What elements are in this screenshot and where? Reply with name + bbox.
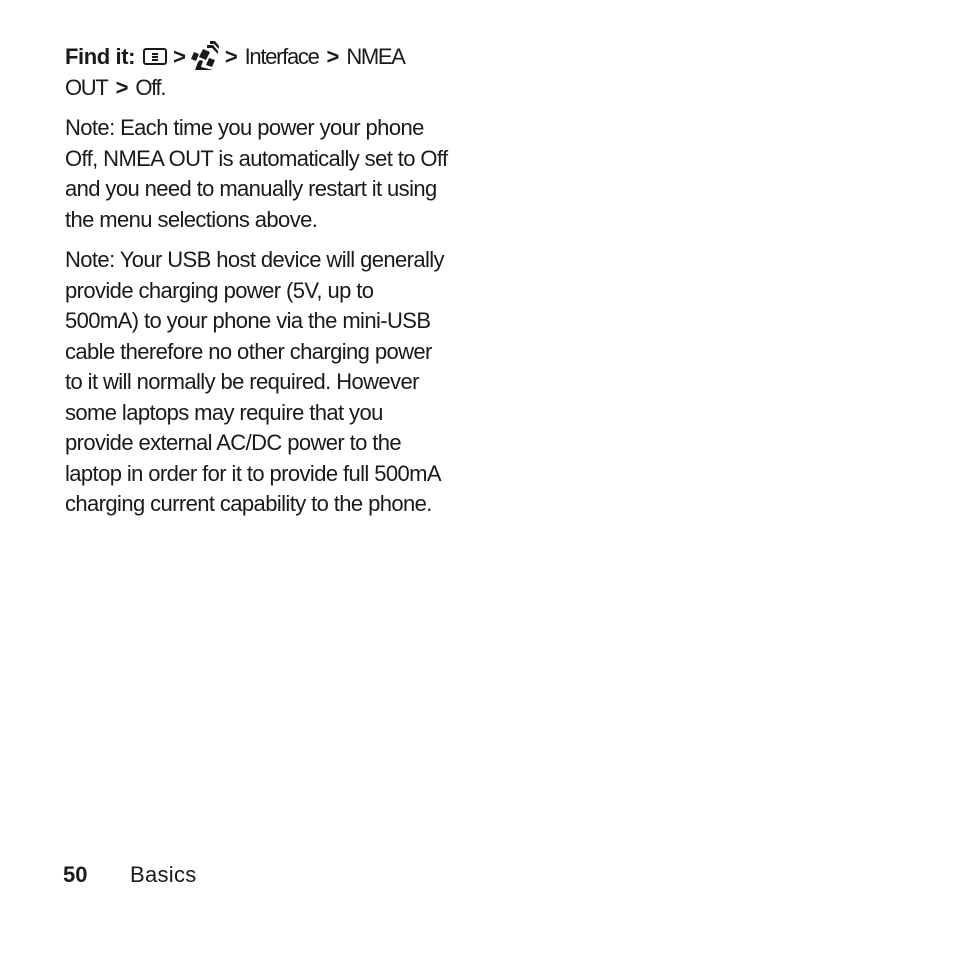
path-separator: > — [115, 74, 128, 100]
note-paragraph: Note: Each time you power your phone Off, NMEA OUT is automatically set to Off and you need to manually restart it using the menu selections above. — [65, 115, 448, 232]
path-item-interface: Interface — [244, 44, 319, 69]
page-content — [65, 40, 450, 530]
page-footer — [63, 860, 197, 890]
find-it-line — [65, 40, 450, 103]
path-item-off: Off. — [135, 74, 166, 100]
menu-key-icon — [143, 48, 167, 65]
find-it-label: Find it: — [65, 44, 136, 69]
section-name: Basics — [130, 862, 197, 887]
path-item-nmea-out: NMEA OUT — [65, 44, 404, 100]
path-separator: > — [326, 44, 339, 69]
page-number: 50 — [63, 862, 88, 887]
gps-satellite-icon — [191, 40, 219, 70]
path-separator: > — [173, 44, 185, 69]
path-separator: > — [224, 44, 237, 69]
note-paragraph: Note: Your USB host device will generally provide charging power (5V, up to 500mA) to your phone via the mini-USB cable therefore no other charging power to it will normally be required. However some laptops may require that you provide external AC/DC power to the laptop in order for it to provide full 500mA charging current capability to the phone. — [65, 247, 444, 516]
